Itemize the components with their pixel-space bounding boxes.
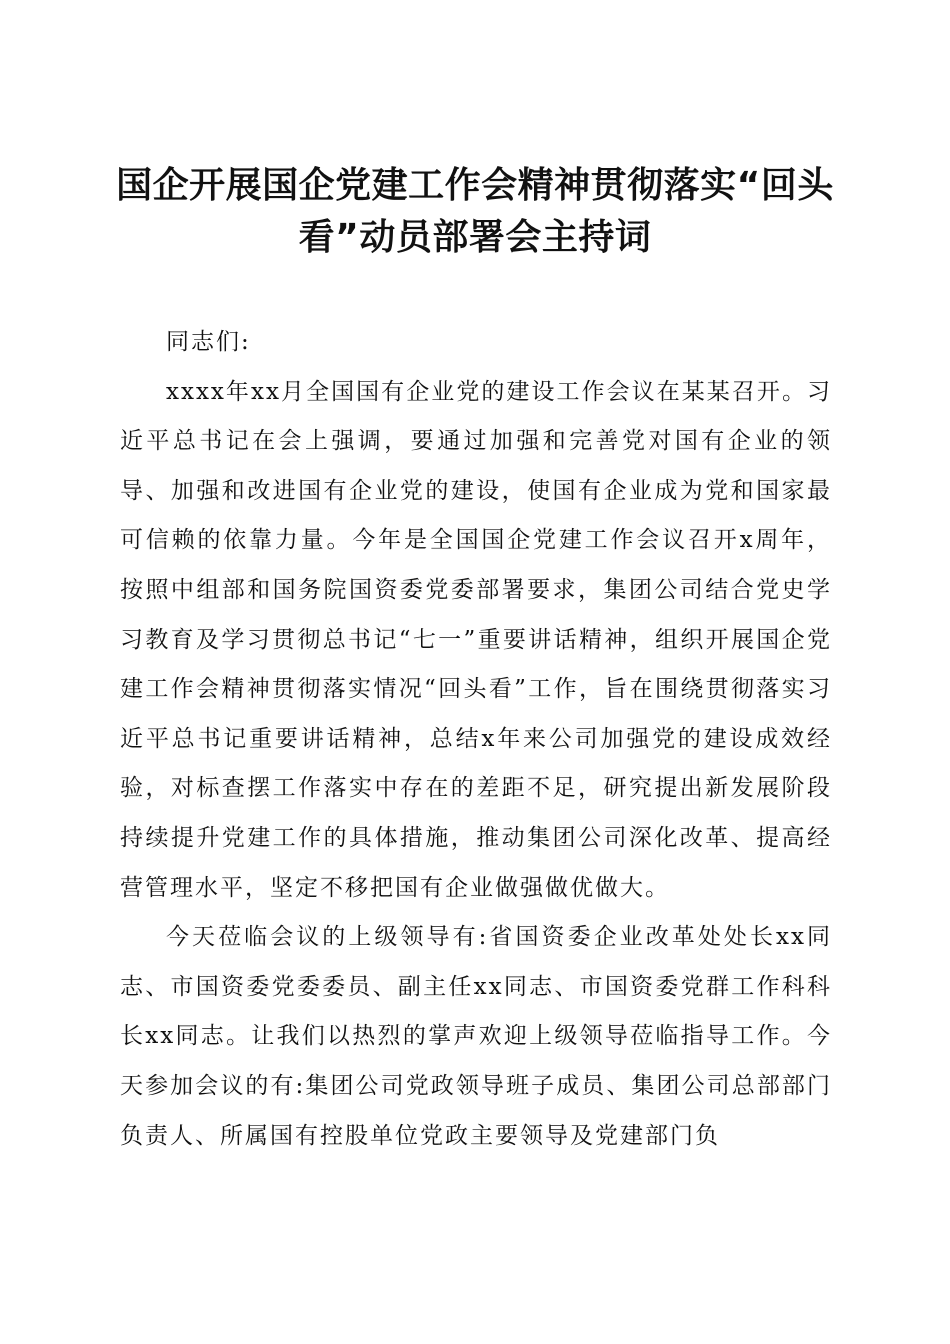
title-line-2: 看”动员部署会主持词	[298, 217, 652, 258]
paragraph-2: 今天莅临会议的上级领导有:省国资委企业改革处处长xx同志、市国资委党委委员、副主任xx同志、市国资委党群工作科科长xx同志。让我们以热烈的掌声欢迎上级领导莅临指导工作。今天参加会议的有:集团公司党政领导班子成员、集团公司总部部门负责人、所属国有控股单位党政主要领导及党建部门负	[120, 924, 832, 1149]
document-title	[110, 160, 840, 264]
title-line-1: 国企开展国企党建工作会精神贯彻落实“回头	[116, 165, 834, 206]
document-body	[120, 318, 832, 1161]
greeting: 同志们:	[166, 329, 251, 355]
paragraph-1: xxxx年xx月全国国有企业党的建设工作会议在某某召开。习近平总书记在会上强调，要通过加强和完善党对国有企业的领导、加强和改进国有企业党的建设，使国有企业成为党和国家最可信赖的依靠力量。今年是全国国企党建工作会议召开x周年，按照中组部和国务院国资委党委部署要求，集团公司结合党史学习教育及学习贯彻总书记“七一”重要讲话精神，组织开展国企党建工作会精神贯彻落实情况“回头看”工作，旨在围绕贯彻落实习近平总书记重要讲话精神，总结x年来公司加强党的建设成效经验，对标查摆工作落实中存在的差距不足，研究提出新发展阶段持续提升党建工作的具体措施，推动集团公司深化改革、提高经营管理水平，坚定不移把国有企业做强做优做大。	[120, 378, 832, 901]
